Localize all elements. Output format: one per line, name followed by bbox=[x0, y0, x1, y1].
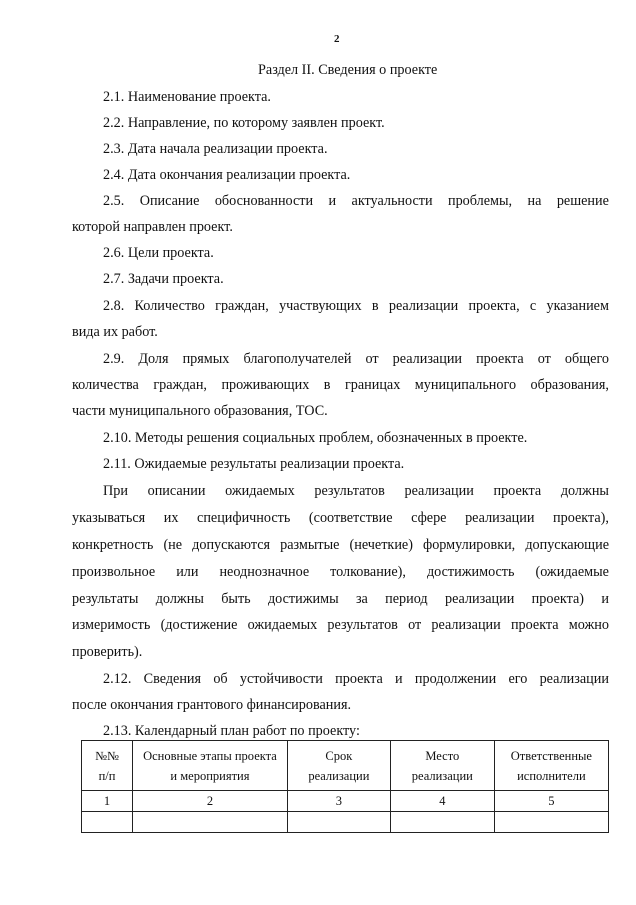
column-number-cell: 2 bbox=[133, 791, 288, 812]
header-cell-term bbox=[287, 741, 390, 791]
header-cell-number bbox=[82, 741, 133, 791]
line-2-12-b: после окончания грантового финансирования. bbox=[72, 697, 352, 713]
word: решение bbox=[556, 193, 609, 209]
results-para-5 bbox=[72, 592, 609, 606]
empty-cell bbox=[133, 812, 288, 833]
header-cell-stages bbox=[133, 741, 288, 791]
word: проекта) bbox=[531, 591, 585, 607]
word: результатов bbox=[314, 483, 385, 499]
empty-cell bbox=[82, 812, 133, 833]
results-para-3 bbox=[72, 538, 609, 552]
column-number-cell: 4 bbox=[390, 791, 494, 812]
word: от bbox=[365, 351, 379, 367]
word: проживающих bbox=[221, 377, 310, 393]
column-number-cell: 3 bbox=[287, 791, 390, 812]
word: граждан, bbox=[215, 298, 269, 314]
word: проекта bbox=[476, 351, 524, 367]
word: участвующих bbox=[279, 298, 362, 314]
word: должны bbox=[155, 591, 204, 607]
empty-cell bbox=[287, 812, 390, 833]
column-number-cell: 1 bbox=[82, 791, 133, 812]
word: реализации bbox=[539, 671, 609, 687]
word: Количество bbox=[134, 298, 205, 314]
word: и bbox=[395, 671, 403, 687]
word: толкование), bbox=[330, 564, 406, 580]
line-2-2: 2.2. Направление, по которому заявлен проект. bbox=[103, 115, 385, 131]
word: прямых bbox=[182, 351, 230, 367]
word: результаты bbox=[72, 591, 139, 607]
line-2-10: 2.10. Методы решения социальных проблем, обозначенных в проекте. bbox=[103, 430, 528, 446]
section-title: Раздел II. Сведения о проекте bbox=[258, 62, 438, 78]
word: произвольное bbox=[72, 564, 156, 580]
word: и bbox=[601, 591, 609, 607]
line-2-1: 2.1. Наименование проекта. bbox=[103, 89, 271, 105]
word: или bbox=[176, 564, 199, 580]
header-responsible-line2: исполнители bbox=[517, 768, 586, 783]
table-number-row bbox=[82, 791, 609, 812]
word: 2.8. bbox=[103, 298, 125, 314]
word: их bbox=[163, 510, 179, 526]
results-para-4 bbox=[72, 565, 609, 579]
word: Доля bbox=[138, 351, 169, 367]
line-2-8-b: вида их работ. bbox=[72, 324, 158, 340]
word: границах bbox=[344, 377, 401, 393]
word: 2.12. bbox=[103, 671, 132, 687]
word: достижимы bbox=[267, 591, 339, 607]
header-number-line2: п/п bbox=[98, 768, 116, 783]
header-cell-responsible bbox=[494, 741, 608, 791]
line-2-11: 2.11. Ожидаемые результаты реализации проекта. bbox=[103, 456, 405, 472]
header-cell-place bbox=[390, 741, 494, 791]
word: (ожидаемые bbox=[535, 564, 609, 580]
word: результатов bbox=[327, 617, 398, 633]
word: об bbox=[213, 671, 228, 687]
line-2-6: 2.6. Цели проекта. bbox=[103, 245, 214, 261]
calendar-plan-table bbox=[81, 740, 609, 833]
word: актуальности bbox=[351, 193, 433, 209]
word: быть bbox=[221, 591, 251, 607]
word: с bbox=[529, 298, 537, 314]
word: Сведения bbox=[143, 671, 202, 687]
word: размытые bbox=[280, 537, 340, 553]
word: от bbox=[537, 351, 551, 367]
word: и bbox=[328, 193, 337, 209]
word: проекта bbox=[510, 617, 559, 633]
word: образования, bbox=[530, 377, 609, 393]
header-term-line2: реализации bbox=[308, 768, 370, 783]
header-term-line1: Срок bbox=[325, 748, 353, 763]
word: достижимость bbox=[426, 564, 515, 580]
header-stages-line1: Основные этапы проекта bbox=[143, 748, 277, 763]
empty-cell bbox=[494, 812, 608, 833]
word: При bbox=[103, 483, 128, 499]
word: допускающие bbox=[525, 537, 609, 553]
word: конкретность bbox=[72, 537, 154, 553]
word: в bbox=[323, 377, 331, 393]
word: неоднозначное bbox=[219, 564, 310, 580]
word: общего bbox=[564, 351, 609, 367]
word: реализации bbox=[392, 351, 463, 367]
results-para-2 bbox=[72, 511, 609, 525]
word: количества bbox=[72, 377, 139, 393]
word: проекта), bbox=[553, 510, 609, 526]
line-2-9-c: части муниципального образования, ТОС. bbox=[72, 403, 328, 419]
word: описании bbox=[147, 483, 206, 499]
line-2-12-a bbox=[103, 672, 609, 686]
word: формулировки, bbox=[423, 537, 516, 553]
word: (соответствие bbox=[308, 510, 393, 526]
word: должны bbox=[560, 483, 609, 499]
line-2-4: 2.4. Дата окончания реализации проекта. bbox=[103, 167, 351, 183]
word: допускаются bbox=[192, 537, 271, 553]
word: ожидаемых bbox=[225, 483, 295, 499]
word: 2.9. bbox=[103, 351, 125, 367]
word: проекта bbox=[493, 483, 542, 499]
word: от bbox=[408, 617, 422, 633]
word: проекта bbox=[335, 671, 383, 687]
line-2-9-a bbox=[103, 352, 609, 366]
line-2-7: 2.7. Задачи проекта. bbox=[103, 271, 224, 287]
line-2-3: 2.3. Дата начала реализации проекта. bbox=[103, 141, 328, 157]
word: муниципального bbox=[414, 377, 517, 393]
word: граждан, bbox=[153, 377, 207, 393]
word: его bbox=[508, 671, 528, 687]
word: обоснованности bbox=[214, 193, 314, 209]
word: указанием bbox=[546, 298, 609, 314]
word: период bbox=[385, 591, 428, 607]
empty-cell bbox=[390, 812, 494, 833]
word: сфере bbox=[411, 510, 447, 526]
word: специфичность bbox=[197, 510, 291, 526]
word: за bbox=[355, 591, 368, 607]
line-2-8-a bbox=[103, 299, 609, 313]
word: в bbox=[371, 298, 379, 314]
word: благополучателей bbox=[243, 351, 352, 367]
header-place-line2: реализации bbox=[411, 768, 473, 783]
word: на bbox=[527, 193, 542, 209]
word: (не bbox=[163, 537, 183, 553]
word: реализации bbox=[431, 617, 501, 633]
line-2-9-b bbox=[72, 378, 609, 392]
word: продолжении bbox=[414, 671, 497, 687]
word: проекта, bbox=[468, 298, 520, 314]
line-2-5-a bbox=[103, 194, 609, 208]
word: проблемы, bbox=[447, 193, 513, 209]
word: реализации bbox=[404, 483, 474, 499]
word: измеримость bbox=[72, 617, 151, 633]
word: указываться bbox=[72, 510, 146, 526]
word: Описание bbox=[139, 193, 200, 209]
word: устойчивости bbox=[239, 671, 323, 687]
word: (нечеткие) bbox=[349, 537, 413, 553]
word: 2.5. bbox=[103, 193, 125, 209]
word: реализации bbox=[465, 510, 535, 526]
header-responsible-line1: Ответственные bbox=[510, 748, 592, 763]
word: реализации bbox=[388, 298, 459, 314]
line-2-5-b: которой направлен проект. bbox=[72, 219, 233, 235]
results-para-7: проверить). bbox=[72, 644, 143, 660]
column-number-cell: 5 bbox=[494, 791, 608, 812]
page-number: 2 bbox=[334, 33, 340, 45]
word: можно bbox=[568, 617, 609, 633]
word: ожидаемых bbox=[247, 617, 318, 633]
results-para-1 bbox=[103, 484, 609, 498]
line-2-13: 2.13. Календарный план работ по проекту: bbox=[103, 723, 360, 739]
results-para-6 bbox=[72, 618, 609, 632]
word: (достижение bbox=[160, 617, 238, 633]
header-stages-line2: и мероприятия bbox=[170, 768, 250, 783]
table-empty-row bbox=[82, 812, 609, 833]
header-place-line1: Место bbox=[425, 748, 460, 763]
table-header-row bbox=[82, 741, 609, 791]
header-number-line1: №№ bbox=[95, 748, 119, 763]
word: реализации bbox=[444, 591, 515, 607]
